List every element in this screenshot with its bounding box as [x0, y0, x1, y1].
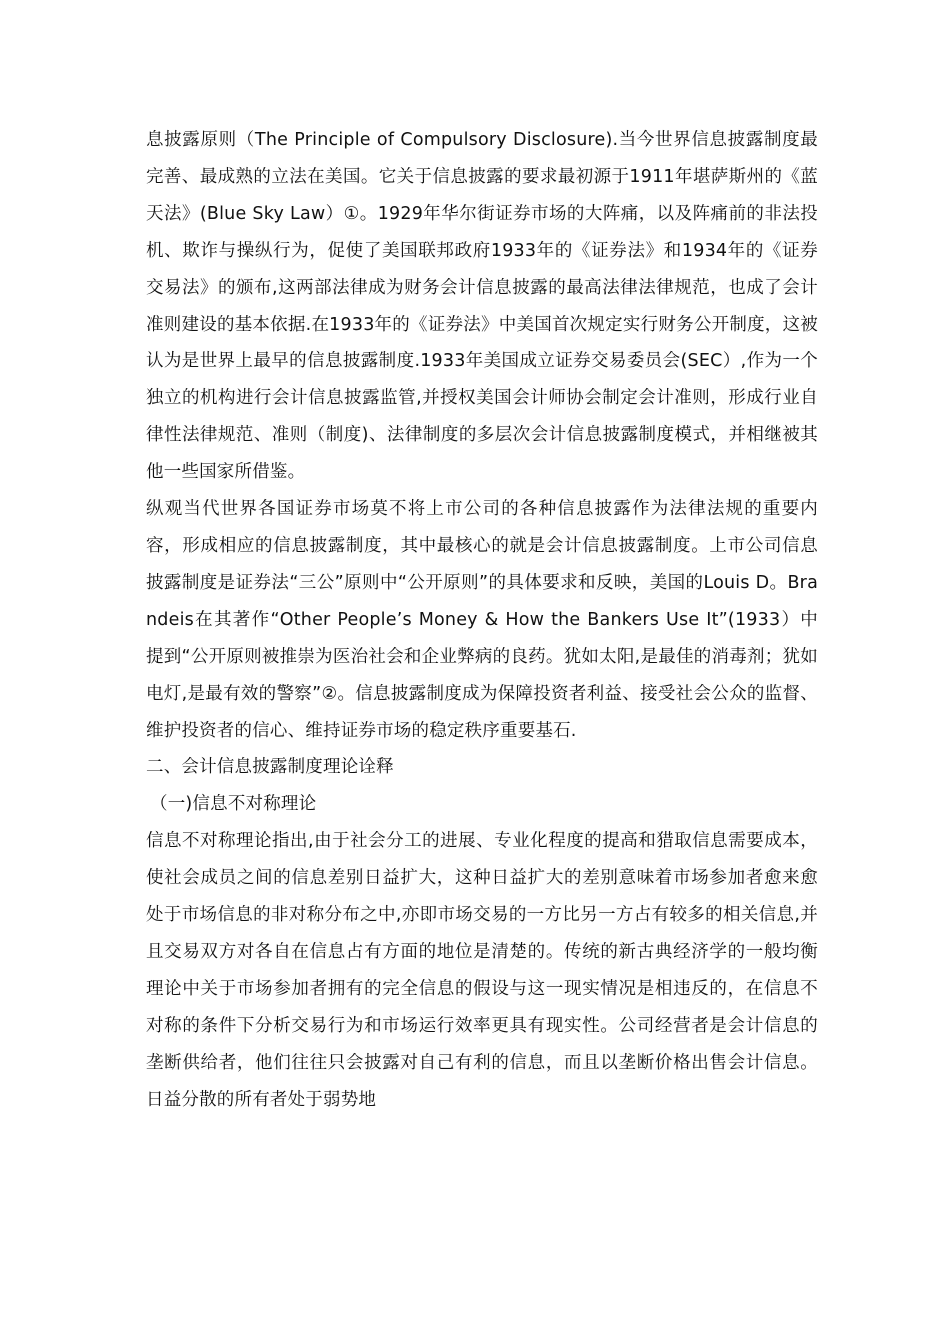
paragraph-disclosure-history: 息披露原则（The Principle of Compulsory Disclosure).当今世界信息披露制度最完善、最成熟的立法在美国。它关于信息披露的要求最初源于1911年堪萨斯州的《蓝天法》(Blue Sky Law）①。1929年华尔街证券市场的大阵痛，以及阵痛前的非法投机、欺诈与操纵行为，促使了美国联邦政府1933年的《证券法》和1934年的《证券交易法》的颁布,这两部法律成为财务会计信息披露的最高法律法律规范，也成了会计准则建设的基本依据.在1933年的《证券法》中美国首次规定实行财务公开制度，这被认为是世界上最早的信息披露制度.1933年美国成立证券交易委员会(SEC）,作为一个独立的机构进行会计信息披露监管,并授权美国会计师协会制定会计准则，形成行业自律性法律规范、准则（制度)、法律制度的多层次会计信息披露制度模式，并相继被其他一些国家所借鉴。 [146, 130, 818, 483]
subsection-heading: （一)信息不对称理论 [150, 794, 317, 815]
paragraph-information-asymmetry: 信息不对称理论指出,由于社会分工的进展、专业化程度的提高和猎取信息需要成本，使社会成员之间的信息差别日益扩大，这种日益扩大的差别意味着市场参加者愈来愈处于市场信息的非对称分布之中,亦即市场交易的一方比另一方占有较多的相关信息,并且交易双方对各自在信息占有方面的地位是清楚的。传统的新古典经济学的一般均衡理论中关于市场参加者拥有的完全信息的假设与这一现实情况是相违反的，在信息不对称的条件下分析交易行为和市场运行效率更具有现实性。公司经营者是会计信息的垄断供给者，他们往往只会披露对自己有利的信息，而且以垄断价格出售会计信息。日益分散的所有者处于弱势地 [146, 831, 818, 1110]
paragraph-disclosure-importance: 纵观当代世界各国证券市场莫不将上市公司的各种信息披露作为法律法规的重要内容，形成相应的信息披露制度，其中最核心的就是会计信息披露制度。上市公司信息披露制度是证券法“三公”原则中“公开原则”的具体要求和反映，美国的Louis D。Brandeis在其著作“Other People’s Money & How the Bankers Use It”(1933）中提到“公开原则被推崇为医治社会和企业弊病的良药。犹如太阳,是最佳的消毒剂；犹如电灯,是最有效的警察”②。信息披露制度成为保障投资者利益、接受社会公众的监督、维护投资者的信心、维持证券市场的稳定秩序重要基石. [146, 499, 818, 741]
document-page [146, 122, 818, 1118]
section-heading: 二、会计信息披露制度理论诠释 [146, 757, 394, 778]
